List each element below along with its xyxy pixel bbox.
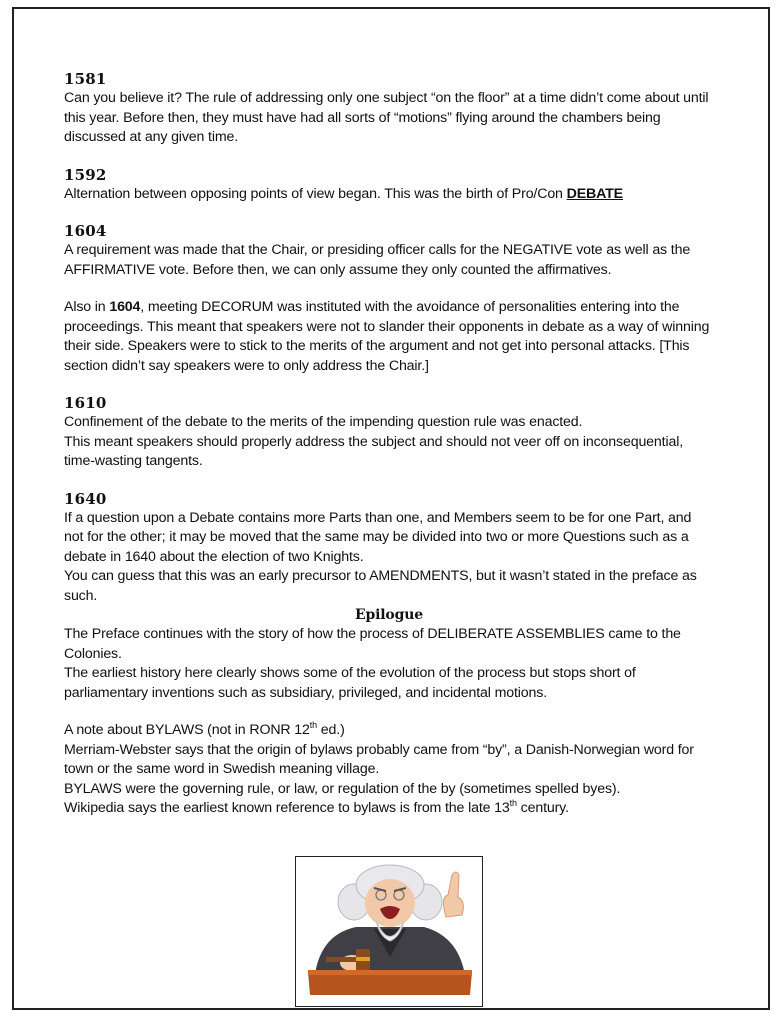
extra-prefix: Also in [64, 299, 110, 315]
section-text: A requirement was made that the Chair, or presiding officer calls for the NEGATIVE vote as well as the AFFIRMATIVE vote. Before then, we can only assume they only counted the affirmatives. [64, 242, 691, 278]
year-heading: 1592 [64, 165, 107, 184]
section-text-line: If a question upon a Debate contains more Parts than one, and Members seem to be for one Part, and not for the other; it may be moved that the same may be divided into two or more Questions such as a debate in 1640 about the election of two Knights. [64, 509, 692, 565]
year-heading: 1640 [64, 489, 107, 508]
section-1640 [64, 490, 714, 607]
section-extra-text [64, 298, 714, 376]
year-heading: 1581 [64, 70, 107, 88]
section-text-line: This meant speakers should properly address the subject and should not veer off on inconsequential, time-wasting tangents. [64, 433, 683, 469]
judge-illustration [295, 856, 483, 1007]
bylaws-line3-text: Wikipedia says the earliest known reference to bylaws is from the late 13 [64, 800, 510, 816]
superscript: th [309, 720, 318, 730]
bylaws-heading [64, 721, 714, 741]
bylaws-line: BYLAWS were the governing rule, or law, or regulation of the by (sometimes spelled byes). [64, 780, 621, 797]
section-text-body: Alternation between opposing points of view began. This was the birth of Pro/Con [64, 185, 567, 202]
bylaws-line3-end: century. [516, 800, 569, 816]
bylaws-heading-text: A note about BYLAWS (not in RONR 12 [64, 722, 310, 738]
epilogue-line: The Preface continues with the story of how the process of DELIBERATE ASSEMBLIES came to the Colonies. [64, 626, 681, 662]
year-heading: 1604 [64, 222, 107, 240]
extra-body: , meeting DECORUM was instituted with the avoidance of personalities entering into the proceedings. This meant that speakers were not to slander their opponents in debate as a way of winning their side. Speakers were to stick to the merits of the argument and not get into personal attacks. [This section didn’t say speakers were to only address the Chair.] [64, 299, 710, 374]
section-text-line: You can guess that this was an early precursor to AMENDMENTS, but it wasn’t stated in the preface as such. [64, 568, 697, 604]
section-1610 [64, 394, 714, 472]
epilogue-section [64, 606, 714, 703]
judge-gavel-icon [296, 857, 482, 1006]
bylaws-note [64, 721, 714, 819]
section-text-line: Confinement of the debate to the merits of the impending question rule was enacted. [64, 414, 583, 430]
section-1592 [64, 166, 714, 205]
section-1604 [64, 222, 714, 376]
superscript: th [509, 798, 517, 808]
section-text: Can you believe it? The rule of addressing only one subject “on the floor” at a time didn’t come about until this year. Before then, they must have had all sorts of “motions” flying around the chambers being discussed at any given time. [64, 90, 709, 145]
debate-emphasis: DEBATE [566, 185, 623, 202]
document-content [64, 70, 714, 819]
bylaws-heading-end: ed.) [317, 722, 345, 738]
bylaws-line: Merriam-Webster says that the origin of bylaws probably came from “by”, a Danish-Norwegian word for town or the same word in Swedish meaning village. [64, 741, 694, 777]
epilogue-title: Epilogue [354, 607, 424, 623]
extra-bold-year: 1604 [109, 299, 141, 315]
section-1581 [64, 70, 714, 148]
epilogue-line: The earliest history here clearly shows some of the evolution of the process but stops short of parliamentary inventions such as subsidiary, privileged, and incidental motions. [64, 665, 636, 701]
section-text [64, 185, 714, 205]
bylaws-line [64, 799, 714, 819]
year-heading: 1610 [64, 394, 107, 412]
